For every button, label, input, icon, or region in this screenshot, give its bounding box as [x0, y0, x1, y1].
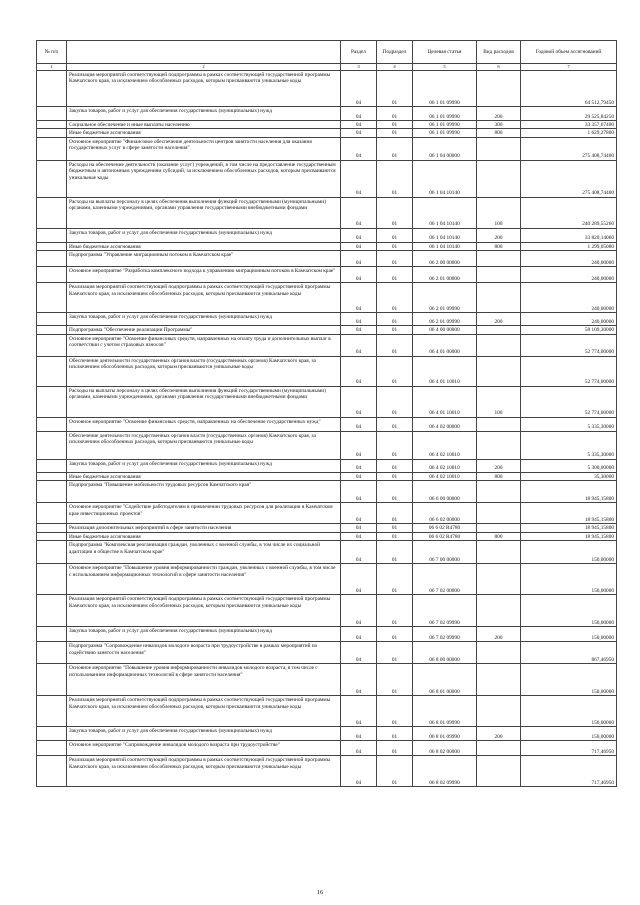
header-annual-amount: Годовой объем ассигнований: [521, 41, 617, 64]
row-number: [37, 642, 67, 664]
row-number: [37, 129, 67, 137]
row-razdel: 04: [341, 595, 377, 627]
row-podrazdel: 01: [377, 595, 413, 627]
row-razdel: 04: [341, 197, 377, 228]
row-podrazdel: 01: [377, 756, 413, 787]
row-expense-type: [477, 283, 521, 313]
table-row: [37, 696, 617, 727]
row-razdel: 04: [341, 283, 377, 313]
table-row: [37, 741, 617, 756]
row-name: Расходы на выплаты персоналу в целях обеспечения выполнения функций государственными (муниципальными) органами, казенными учреждениями, органами управления государственными внебюджетными фондами: [67, 386, 341, 417]
row-podrazdel: 01: [377, 121, 413, 129]
row-name: Иные бюджетные ассигнования: [67, 242, 341, 250]
row-expense-type: [477, 564, 521, 595]
table-row: [37, 267, 617, 283]
row-razdel: 04: [341, 431, 377, 459]
row-name: Закупка товаров, работ и услуг для обеспечения государственных (муниципальных) нужд: [67, 313, 341, 326]
row-number: [37, 627, 67, 642]
row-target-article: 06 2 01 09990: [413, 283, 477, 313]
table-row: [37, 642, 617, 664]
row-expense-type: [477, 541, 521, 564]
row-podrazdel: 01: [377, 326, 413, 334]
table-row: [37, 121, 617, 129]
row-razdel: 04: [341, 564, 377, 595]
row-name: Основное мероприятие "Повышение уровня информированности граждан, уволенных с военной службы, в том числе с использованием информационных технологий в сфере занятости населения": [67, 564, 341, 595]
row-razdel: 04: [341, 541, 377, 564]
row-razdel: 04: [341, 481, 377, 503]
row-expense-type: [477, 642, 521, 664]
row-name: Реализация мероприятий соответствующей подпрограммы в рамках соответствующей государственной программы Камчатского края, за исключением обособленных расходов, которым присваиваются уникальные коды: [67, 696, 341, 727]
row-target-article: 06 2 01 09990: [413, 313, 477, 326]
row-number: [37, 696, 67, 727]
row-amount: 5 335,30000: [521, 417, 617, 431]
row-razdel: 04: [341, 524, 377, 532]
row-amount: 867,46950: [521, 642, 617, 664]
row-target-article: 06 8 01 00000: [413, 664, 477, 696]
row-amount: 1 299,05080: [521, 242, 617, 250]
row-razdel: 04: [341, 160, 377, 197]
row-amount: 35,30000: [521, 472, 617, 480]
row-razdel: 04: [341, 627, 377, 642]
row-amount: 717,46950: [521, 741, 617, 756]
row-razdel: 04: [341, 532, 377, 540]
row-name: Реализация мероприятий соответствующей подпрограммы в рамках соответствующей государственной программы Камчатского края, за исключением обособленных расходов, которым присваиваются уникальные коды: [67, 756, 341, 787]
row-razdel: 04: [341, 228, 377, 242]
row-podrazdel: 01: [377, 541, 413, 564]
row-expense-type: [477, 741, 521, 756]
table-row: [37, 664, 617, 696]
row-expense-type: 200: [477, 107, 521, 121]
row-podrazdel: 01: [377, 129, 413, 137]
row-name: Реализация мероприятий соответствующей подпрограммы в рамках соответствующей государственной программы Камчатского края, за исключением обособленных расходов, которым присваиваются уникальные коды: [67, 71, 341, 107]
row-number: [37, 228, 67, 242]
row-expense-type: [477, 481, 521, 503]
row-podrazdel: 01: [377, 197, 413, 228]
header-expense-type: Вид расходов: [477, 41, 521, 64]
column-number: 5: [413, 64, 477, 71]
row-name: Расходы на выплаты персоналу в целях обеспечения выполнения функций государственными (муниципальными) органами, казенными учреждениями, органами управления государственными внебюджетными фондами: [67, 197, 341, 228]
table-row: [37, 283, 617, 313]
row-target-article: 06 1 01 09990: [413, 71, 477, 107]
row-name: Основное мероприятие "Содействие работодателям в привлечении трудовых ресурсов для реализации в Камчатском крае инвестиционных проектов": [67, 503, 341, 524]
row-razdel: 04: [341, 129, 377, 137]
row-expense-type: 800: [477, 129, 521, 137]
row-number: [37, 532, 67, 540]
row-expense-type: [477, 356, 521, 386]
row-target-article: 06 2 00 00000: [413, 251, 477, 267]
row-razdel: 04: [341, 472, 377, 480]
row-podrazdel: 01: [377, 532, 413, 540]
row-razdel: 04: [341, 727, 377, 741]
row-amount: 150,00000: [521, 664, 617, 696]
table-row: [37, 242, 617, 250]
row-number: [37, 242, 67, 250]
row-expense-type: [477, 326, 521, 334]
row-amount: 52 774,00000: [521, 386, 617, 417]
row-amount: 150,00000: [521, 696, 617, 727]
table-row: [37, 756, 617, 787]
row-amount: 240,00000: [521, 313, 617, 326]
row-target-article: 06 8 01 09990: [413, 727, 477, 741]
header-target-article: Целевая статья: [413, 41, 477, 64]
row-target-article: 06 7 00 00000: [413, 541, 477, 564]
row-podrazdel: 01: [377, 564, 413, 595]
row-target-article: 06 1 01 09990: [413, 107, 477, 121]
row-target-article: 06 4 02 10010: [413, 472, 477, 480]
row-podrazdel: 01: [377, 627, 413, 642]
row-expense-type: 800: [477, 242, 521, 250]
row-razdel: 04: [341, 741, 377, 756]
row-podrazdel: 01: [377, 524, 413, 532]
row-target-article: 06 8 02 09990: [413, 756, 477, 787]
row-podrazdel: 01: [377, 431, 413, 459]
row-expense-type: [477, 71, 521, 107]
row-name: Основное мероприятие "Разработка комплексного подхода к управлению миграционным потоком в Камчатском крае": [67, 267, 341, 283]
row-podrazdel: 01: [377, 228, 413, 242]
row-number: [37, 121, 67, 129]
row-amount: 150,00000: [521, 595, 617, 627]
row-number: [37, 197, 67, 228]
row-podrazdel: 01: [377, 417, 413, 431]
row-amount: 18 945,15800: [521, 532, 617, 540]
row-expense-type: 800: [477, 532, 521, 540]
column-number: 2: [67, 64, 341, 71]
row-amount: 150,00000: [521, 627, 617, 642]
row-expense-type: [477, 524, 521, 532]
row-expense-type: 800: [477, 472, 521, 480]
row-target-article: 06 1 04 10140: [413, 242, 477, 250]
row-podrazdel: 01: [377, 334, 413, 356]
row-amount: 52 774,00000: [521, 334, 617, 356]
row-target-article: 06 6 00 00000: [413, 481, 477, 503]
header-num: № п/п: [37, 41, 67, 64]
row-razdel: 04: [341, 107, 377, 121]
row-razdel: 04: [341, 313, 377, 326]
row-podrazdel: 01: [377, 71, 413, 107]
row-podrazdel: 01: [377, 251, 413, 267]
row-number: [37, 71, 67, 107]
row-amount: 150,00000: [521, 541, 617, 564]
budget-table: [36, 40, 617, 787]
row-razdel: 04: [341, 756, 377, 787]
table-row: [37, 727, 617, 741]
row-target-article: 06 6 02 00000: [413, 503, 477, 524]
row-number: [37, 267, 67, 283]
row-expense-type: 200: [477, 627, 521, 642]
table-row: [37, 197, 617, 228]
row-razdel: 04: [341, 326, 377, 334]
row-expense-type: 300: [477, 121, 521, 129]
row-number: [37, 431, 67, 459]
row-name: Иные бюджетные ассигнования: [67, 472, 341, 480]
row-number: [37, 472, 67, 480]
row-expense-type: [477, 696, 521, 727]
row-target-article: 06 7 02 09990: [413, 627, 477, 642]
row-target-article: 06 8 01 09990: [413, 696, 477, 727]
row-name: Расходы на обеспечение деятельности (оказание услуг) учреждений, в том числе на предоставление государственным бюджетным и автономным учреждениям субсидий, за исключением обособленных расходов, которым присваиваются уникальные коды: [67, 160, 341, 197]
row-number: [37, 564, 67, 595]
row-number: [37, 417, 67, 431]
row-number: [37, 160, 67, 197]
row-expense-type: [477, 251, 521, 267]
row-target-article: 06 4 01 10010: [413, 386, 477, 417]
row-number: [37, 107, 67, 121]
table-row: [37, 129, 617, 137]
row-podrazdel: 01: [377, 137, 413, 160]
row-number: [37, 137, 67, 160]
row-razdel: 04: [341, 459, 377, 472]
row-razdel: 04: [341, 334, 377, 356]
row-expense-type: [477, 334, 521, 356]
row-target-article: 06 1 04 10140: [413, 197, 477, 228]
table-row: [37, 431, 617, 459]
table-row: [37, 386, 617, 417]
page-number: 16: [316, 889, 324, 896]
row-target-article: 06 1 01 09990: [413, 129, 477, 137]
row-number: [37, 283, 67, 313]
row-target-article: 06 1 04 00000: [413, 137, 477, 160]
header-name: [67, 41, 341, 64]
column-number: 3: [341, 64, 377, 71]
row-number: [37, 356, 67, 386]
row-podrazdel: 01: [377, 503, 413, 524]
row-podrazdel: 01: [377, 642, 413, 664]
table-row: [37, 481, 617, 503]
row-amount: 18 945,15800: [521, 503, 617, 524]
row-amount: 240 289,55260: [521, 197, 617, 228]
row-podrazdel: 01: [377, 481, 413, 503]
row-razdel: 04: [341, 417, 377, 431]
table-row: [37, 107, 617, 121]
row-number: [37, 595, 67, 627]
row-name: Реализация мероприятий соответствующей подпрограммы в рамках соответствующей государственной программы Камчатского края, за исключением обособленных расходов, которым присваиваются уникальные коды: [67, 283, 341, 313]
row-expense-type: [477, 664, 521, 696]
row-expense-type: [477, 137, 521, 160]
row-name: Подпрограмма "Повышение мобильности трудовых ресурсов Камчатского края": [67, 481, 341, 503]
row-amount: 33 357,67400: [521, 121, 617, 129]
row-number: [37, 541, 67, 564]
row-amount: 150,00000: [521, 727, 617, 741]
table-row: [37, 627, 617, 642]
row-target-article: 06 4 00 00000: [413, 326, 477, 334]
row-name: Основное мероприятие "Повышение уровня информированности инвалидов молодого возраста, в том числе с использованием информационных технологий в сфере занятости населения": [67, 664, 341, 696]
row-name: Закупка товаров, работ и услуг для обеспечения государственных (муниципальных) нужд: [67, 107, 341, 121]
row-razdel: 04: [341, 71, 377, 107]
row-name: Реализация дополнительных мероприятий в сфере занятости населения: [67, 524, 341, 532]
row-target-article: 06 6 02 R4780: [413, 524, 477, 532]
row-podrazdel: 01: [377, 696, 413, 727]
table-row: [37, 532, 617, 540]
row-expense-type: [477, 267, 521, 283]
row-number: [37, 334, 67, 356]
row-number: [37, 386, 67, 417]
column-number: 6: [477, 64, 521, 71]
row-name: Подпрограмма "Обеспечение реализации Программы": [67, 326, 341, 334]
row-target-article: 06 4 01 00000: [413, 334, 477, 356]
column-number-row: [37, 64, 617, 71]
row-name: Обеспечение деятельности государственных органов власти (государственных органов) Камчатского края, за исключением обособленных расходов, которым присваиваются уникальные коды: [67, 356, 341, 386]
row-amount: 5 300,00000: [521, 459, 617, 472]
row-target-article: 06 1 04 10140: [413, 228, 477, 242]
table-row: [37, 71, 617, 107]
row-amount: 18 945,15800: [521, 481, 617, 503]
row-number: [37, 326, 67, 334]
row-number: [37, 756, 67, 787]
row-podrazdel: 01: [377, 472, 413, 480]
row-target-article: 06 4 02 00000: [413, 417, 477, 431]
row-target-article: 06 7 02 00000: [413, 564, 477, 595]
row-name: Иные бюджетные ассигнования: [67, 129, 341, 137]
column-number: 7: [521, 64, 617, 71]
row-expense-type: 100: [477, 197, 521, 228]
row-name: Основное мероприятие "Финансовое обеспечение деятельности центров занятости населения для оказания государственных услуг в сфере занятости населения": [67, 137, 341, 160]
table-row: [37, 564, 617, 595]
row-name: Основное мероприятие "Сопровождение инвалидов молодого возраста при трудоустройстве": [67, 741, 341, 756]
header-podrazdel: Подраздел: [377, 41, 413, 64]
row-podrazdel: 01: [377, 356, 413, 386]
table-row: [37, 228, 617, 242]
row-podrazdel: 01: [377, 107, 413, 121]
row-name: Основное мероприятие "Освоение финансовых средств, направленных на обеспечение государственных нужд": [67, 417, 341, 431]
table-row: [37, 472, 617, 480]
row-expense-type: [477, 595, 521, 627]
row-razdel: 04: [341, 267, 377, 283]
table-row: [37, 524, 617, 532]
row-expense-type: 200: [477, 459, 521, 472]
row-target-article: 06 6 02 R4780: [413, 532, 477, 540]
row-podrazdel: 01: [377, 386, 413, 417]
table-row: [37, 313, 617, 326]
row-razdel: 04: [341, 137, 377, 160]
row-podrazdel: 01: [377, 242, 413, 250]
table-row: [37, 137, 617, 160]
row-name: Реализация мероприятий соответствующей подпрограммы в рамках соответствующей государственной программы Камчатского края, за исключением обособленных расходов, которым присваиваются уникальные коды: [67, 595, 341, 627]
row-name: Обеспечение деятельности государственных органов власти (государственных органов) Камчатского края, за исключением обособленных расходов, которым присваиваются уникальные коды: [67, 431, 341, 459]
table-body: [37, 71, 617, 787]
row-expense-type: 100: [477, 386, 521, 417]
row-name: Подпрограмма "Комплексная реоганизация граждан, уволенных с военной службы, в том числе их социальной адаптации в обществе в Камчатском крае": [67, 541, 341, 564]
row-amount: 18 945,15800: [521, 524, 617, 532]
row-name: Закупка товаров, работ и услуг для обеспечения государственных (муниципальных) нужд: [67, 459, 341, 472]
row-amount: 150,00000: [521, 564, 617, 595]
row-amount: 275 408,74400: [521, 137, 617, 160]
row-expense-type: 200: [477, 313, 521, 326]
table-row: [37, 503, 617, 524]
row-expense-type: 200: [477, 727, 521, 741]
row-amount: 64 512,79450: [521, 71, 617, 107]
row-expense-type: [477, 756, 521, 787]
row-number: [37, 251, 67, 267]
row-razdel: 04: [341, 356, 377, 386]
row-target-article: 06 1 04 10140: [413, 160, 477, 197]
row-name: Закупка товаров, работ и услуг для обеспечения государственных (муниципальных) нужд: [67, 727, 341, 741]
row-amount: 240,00000: [521, 283, 617, 313]
row-podrazdel: 01: [377, 727, 413, 741]
table-row: [37, 541, 617, 564]
row-amount: 52 774,00000: [521, 356, 617, 386]
row-razdel: 04: [341, 696, 377, 727]
row-name: Основное мероприятие "Освоение финансовых средств, направленных на оплату труда и дополнительных выплат в соответствии с учетом страховых взносов": [67, 334, 341, 356]
row-razdel: 04: [341, 121, 377, 129]
row-name: Закупка товаров, работ и услуг для обеспечения государственных (муниципальных) нужд: [67, 627, 341, 642]
row-target-article: 06 7 02 09990: [413, 595, 477, 627]
row-podrazdel: 01: [377, 160, 413, 197]
row-target-article: 06 8 00 00000: [413, 642, 477, 664]
table-row: [37, 326, 617, 334]
row-razdel: 04: [341, 251, 377, 267]
row-podrazdel: 01: [377, 459, 413, 472]
row-razdel: 04: [341, 503, 377, 524]
row-podrazdel: 01: [377, 741, 413, 756]
row-number: [37, 481, 67, 503]
row-amount: 1 629,27800: [521, 129, 617, 137]
row-expense-type: [477, 160, 521, 197]
header-row: [37, 41, 617, 64]
row-number: [37, 524, 67, 532]
row-name: Социальное обеспечение и иные выплаты населению: [67, 121, 341, 129]
table-row: [37, 356, 617, 386]
row-target-article: 06 4 01 10010: [413, 356, 477, 386]
row-expense-type: [477, 431, 521, 459]
row-razdel: 04: [341, 664, 377, 696]
column-number: 4: [377, 64, 413, 71]
table-row: [37, 595, 617, 627]
header-razdel: Раздел: [341, 41, 377, 64]
row-amount: 29 525,84250: [521, 107, 617, 121]
table-row: [37, 417, 617, 431]
row-number: [37, 313, 67, 326]
row-target-article: 06 4 02 10010: [413, 459, 477, 472]
row-podrazdel: 01: [377, 664, 413, 696]
row-number: [37, 503, 67, 524]
row-amount: 33 820,14060: [521, 228, 617, 242]
row-expense-type: [477, 417, 521, 431]
table-row: [37, 251, 617, 267]
row-name: Подпрограмма "Сопровождение инвалидов молодого возраста при трудоустройстве в рамках мероприятий по содействию занятости населения": [67, 642, 341, 664]
row-amount: 275 408,74400: [521, 160, 617, 197]
table-row: [37, 459, 617, 472]
row-amount: 5 335,30000: [521, 431, 617, 459]
row-number: [37, 741, 67, 756]
row-amount: 58 109,30000: [521, 326, 617, 334]
row-target-article: 06 8 02 00000: [413, 741, 477, 756]
row-number: [37, 459, 67, 472]
table-row: [37, 334, 617, 356]
row-podrazdel: 01: [377, 313, 413, 326]
row-expense-type: [477, 503, 521, 524]
row-razdel: 04: [341, 386, 377, 417]
row-number: [37, 664, 67, 696]
row-name: Иные бюджетные ассигнования: [67, 532, 341, 540]
table-row: [37, 160, 617, 197]
row-razdel: 04: [341, 642, 377, 664]
row-target-article: 06 2 01 00000: [413, 267, 477, 283]
row-number: [37, 727, 67, 741]
row-expense-type: 200: [477, 228, 521, 242]
row-target-article: 06 1 01 09990: [413, 121, 477, 129]
row-podrazdel: 01: [377, 267, 413, 283]
row-amount: 717,46950: [521, 756, 617, 787]
row-amount: 240,00000: [521, 267, 617, 283]
row-amount: 240,00000: [521, 251, 617, 267]
column-number: 1: [37, 64, 67, 71]
row-podrazdel: 01: [377, 283, 413, 313]
row-razdel: 04: [341, 242, 377, 250]
row-name: Подпрограмма "Управление миграционным потоком в Камчатском крае": [67, 251, 341, 267]
row-target-article: 06 4 02 10010: [413, 431, 477, 459]
row-name: Закупка товаров, работ и услуг для обеспечения государственных (муниципальных) нужд: [67, 228, 341, 242]
